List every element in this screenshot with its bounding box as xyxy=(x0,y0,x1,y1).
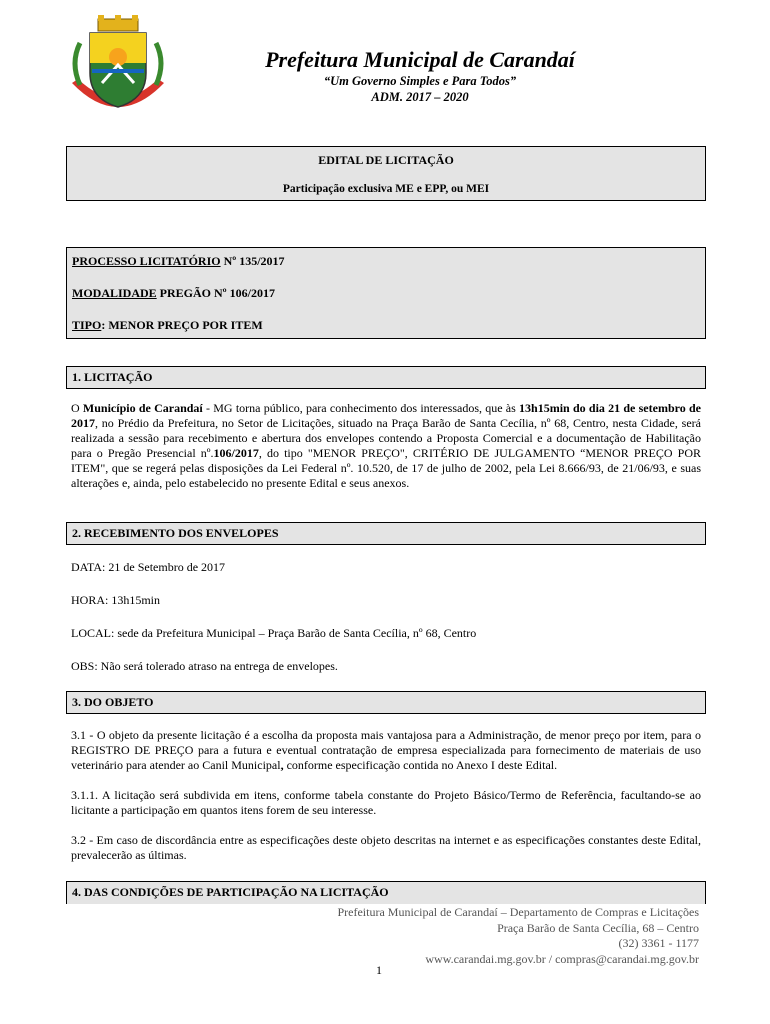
modalidade-value: PREGÃO Nº 106/2017 xyxy=(156,286,275,300)
section-4-heading: 4. DAS CONDIÇÕES DE PARTICIPAÇÃO NA LICITAÇÃO xyxy=(66,881,706,904)
modalidade-label: MODALIDADE xyxy=(72,286,157,300)
header-title: Prefeitura Municipal de Carandaí xyxy=(265,47,575,72)
footer xyxy=(300,905,699,967)
tipo-line xyxy=(72,318,263,333)
receipt-note: OBS: Não será tolerado atraso na entrega de envelopes. xyxy=(71,659,338,673)
section-3-paragraph-1: 3.1 - O objeto da presente licitação é a escolha da proposta mais vantajosa para a Administração, de menor preço por item, para o REGISTRO DE PREÇO para a futura e eventual contratação de empresa especializada para fornecimento de materiais de uso veterinário para atender ao Canil Municipal, conforme especificação contida no Anexo I deste Edital. xyxy=(71,728,701,772)
processo-value: Nº 135/2017 xyxy=(220,254,285,268)
footer-department: Prefeitura Municipal de Carandaí – Departamento de Compras e Licitações xyxy=(337,905,699,919)
processo-box xyxy=(66,247,706,339)
footer-address: Praça Barão de Santa Cecília, 68 – Centro xyxy=(497,920,699,935)
page-number: 1 xyxy=(376,963,382,977)
processo-label: PROCESSO LICITATÓRIO xyxy=(72,254,221,268)
edital-box xyxy=(66,146,706,201)
section-3-paragraph-2: 3.1.1. A licitação será subdivida em itens, conforme tabela constante do Projeto Básico/Termo de Referência, facultando-se ao licitante a participação em quantos itens forem de seu interesse. xyxy=(71,788,701,817)
modalidade-line xyxy=(72,286,275,301)
section-2-heading: 2. RECEBIMENTO DOS ENVELOPES xyxy=(66,522,706,545)
edital-title: EDITAL DE LICITAÇÃO xyxy=(318,153,454,167)
header-motto: “Um Governo Simples e Para Todos” xyxy=(323,74,517,88)
section-1-heading: 1. LICITAÇÃO xyxy=(66,366,706,389)
section-1-paragraph: O Município de Carandaí - MG torna público, para conhecimento dos interessados, que às 13h15min do dia 21 de setembro de 2017, no Prédio da Prefeitura, no Setor de Licitações, situado na Praça Barão de Santa Cecília, nº 68, Centro, nesta Cidade, será realizada a sessão para recebimento e abertura dos envelopes contendo a Proposta Comercial e a documentação de Habilitação para o Pregão Presencial nº.106/2017, do tipo "MENOR PREÇO", CRITÉRIO DE JULGAMENTO “MENOR PREÇO POR ITEM", que se regerá pelas disposições da Lei Federal nº. 10.520, de 17 de julho de 2002, pela Lei 8.666/93, de 21/06/93, e suas alterações e, ainda, pelo estabelecido no presente Edital e seus anexos. xyxy=(71,401,701,490)
receipt-time: HORA: 13h15min xyxy=(71,593,161,607)
footer-phone: (32) 3361 - 1177 xyxy=(618,936,699,950)
tipo-value: : MENOR PREÇO POR ITEM xyxy=(101,318,263,332)
processo-line xyxy=(72,254,285,269)
receipt-location: LOCAL: sede da Prefeitura Municipal – Praça Barão de Santa Cecília, nº 68, Centro xyxy=(71,626,477,640)
section-3-paragraph-3: 3.2 - Em caso de discordância entre as especificações deste objeto descritas na internet e as especificações constantes deste Edital, prevalecerão as últimas. xyxy=(71,833,701,862)
receipt-date: DATA: 21 de Setembro de 2017 xyxy=(71,560,226,574)
footer-web-email: www.carandai.mg.gov.br / compras@carandai.mg.gov.br xyxy=(425,951,699,966)
header-administration: ADM. 2017 – 2020 xyxy=(371,90,469,104)
section-3-heading: 3. DO OBJETO xyxy=(66,691,706,714)
edital-subtitle: Participação exclusiva ME e EPP, ou MEI xyxy=(282,183,490,195)
tipo-label: TIPO xyxy=(72,318,102,332)
